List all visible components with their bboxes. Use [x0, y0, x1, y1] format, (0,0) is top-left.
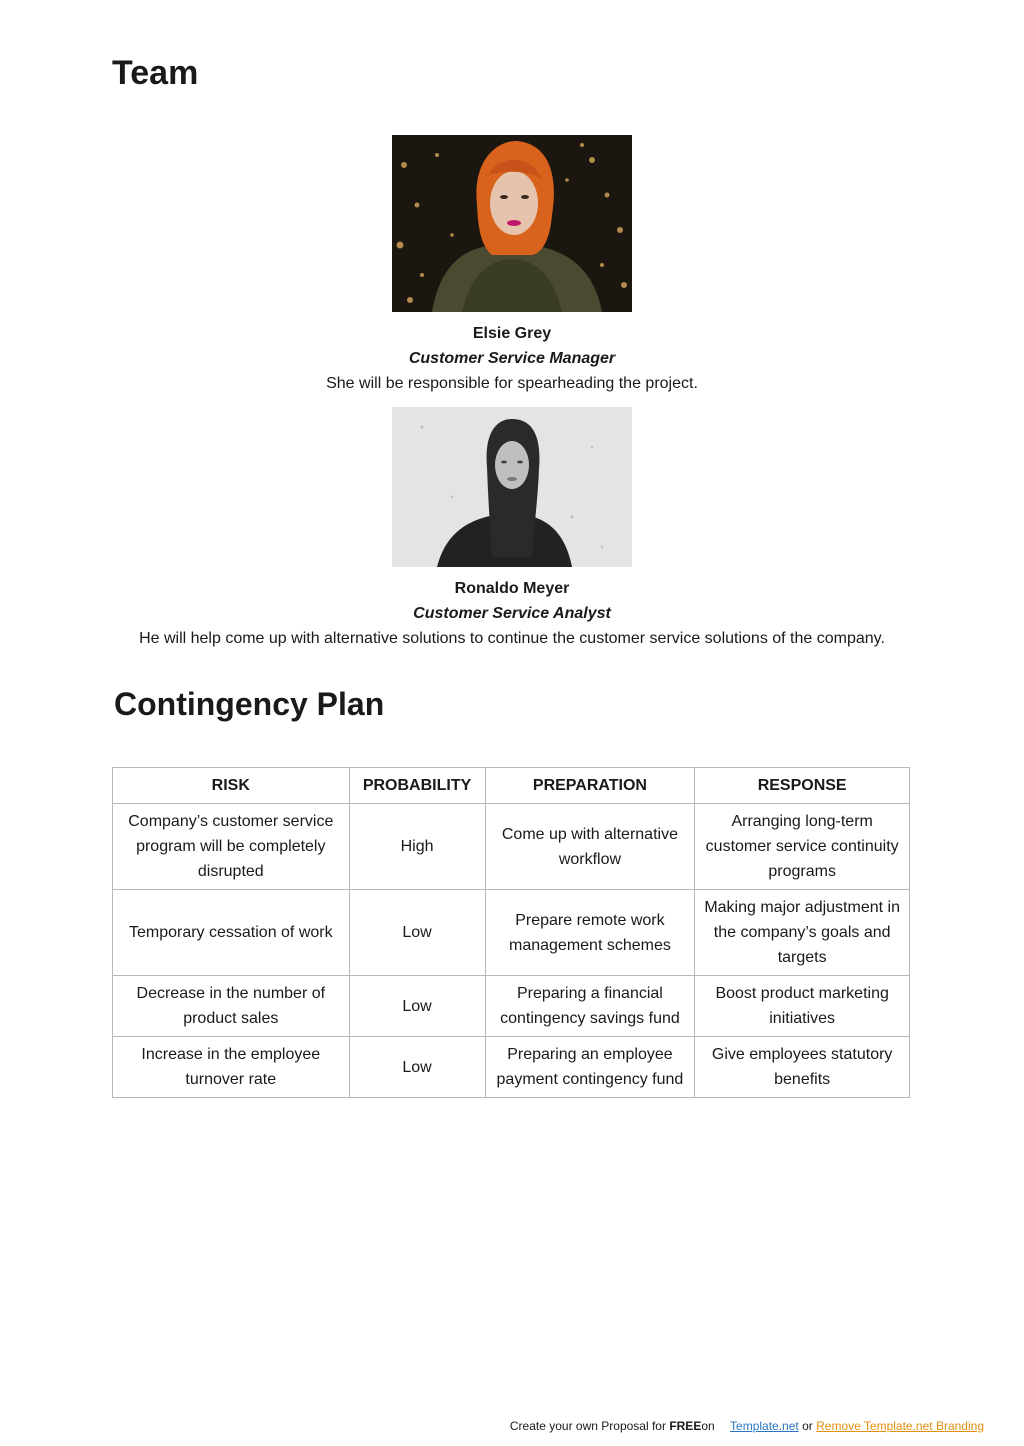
- column-header-preparation: PREPARATION: [485, 768, 695, 804]
- preparation-cell: Prepare remote work management schemes: [485, 890, 695, 976]
- member-role: Customer Service Manager: [408, 350, 616, 367]
- response-cell: Give employees statutory benefits: [695, 1037, 910, 1098]
- member-name: Elsie Grey: [472, 325, 552, 342]
- member-role: Customer Service Analyst: [413, 605, 611, 622]
- probability-cell: Low: [349, 976, 485, 1037]
- table-row: [113, 1037, 910, 1098]
- portrait-image: [392, 407, 632, 567]
- table-row: [113, 976, 910, 1037]
- footer-free: FREE: [669, 1419, 702, 1433]
- portrait-image: [392, 135, 632, 312]
- probability-cell: High: [349, 804, 485, 890]
- column-header-probability: PROBABILITY: [349, 768, 485, 804]
- probability-cell: Low: [349, 890, 485, 976]
- probability-cell: Low: [349, 1037, 485, 1098]
- response-cell: Making major adjustment in the company’s goals and targets: [695, 890, 910, 976]
- member-description: She will be responsible for spearheading the project.: [326, 375, 698, 392]
- response-cell: Arranging long-term customer service continuity programs: [695, 804, 910, 890]
- column-header-response: RESPONSE: [695, 768, 910, 804]
- risk-cell: Decrease in the number of product sales: [113, 976, 350, 1037]
- preparation-cell: Preparing a financial contingency savings fund: [485, 976, 695, 1037]
- remove-branding-link[interactable]: Remove Template.net Branding: [816, 1419, 984, 1433]
- risk-cell: Temporary cessation of work: [113, 890, 350, 976]
- member-photo-elsie-grey: [392, 135, 632, 312]
- contingency-plan-heading: Contingency Plan: [114, 686, 385, 722]
- table-row: [113, 804, 910, 890]
- member-description: He will help come up with alternative solutions to continue the customer service solutions of the company.: [139, 630, 885, 647]
- risk-cell: Company’s customer service program will be completely disrupted: [113, 804, 350, 890]
- preparation-cell: Come up with alternative workflow: [485, 804, 695, 890]
- footer-on: on: [701, 1419, 715, 1433]
- contingency-plan-table: [112, 767, 910, 1098]
- table-header-row: [113, 768, 910, 804]
- member-photo-ronaldo-meyer: [392, 407, 632, 567]
- footer-prefix: Create your own Proposal for: [509, 1419, 666, 1433]
- member-name: Ronaldo Meyer: [454, 580, 570, 597]
- column-header-risk: RISK: [113, 768, 350, 804]
- footer-or: or: [802, 1419, 813, 1433]
- response-cell: Boost product marketing initiatives: [695, 976, 910, 1037]
- branding-footer: [510, 1419, 984, 1433]
- preparation-cell: Preparing an employee payment contingency fund: [485, 1037, 695, 1098]
- risk-cell: Increase in the employee turnover rate: [113, 1037, 350, 1098]
- template-net-link[interactable]: Template.net: [730, 1419, 799, 1433]
- team-heading: Team: [112, 54, 199, 92]
- table-row: [113, 890, 910, 976]
